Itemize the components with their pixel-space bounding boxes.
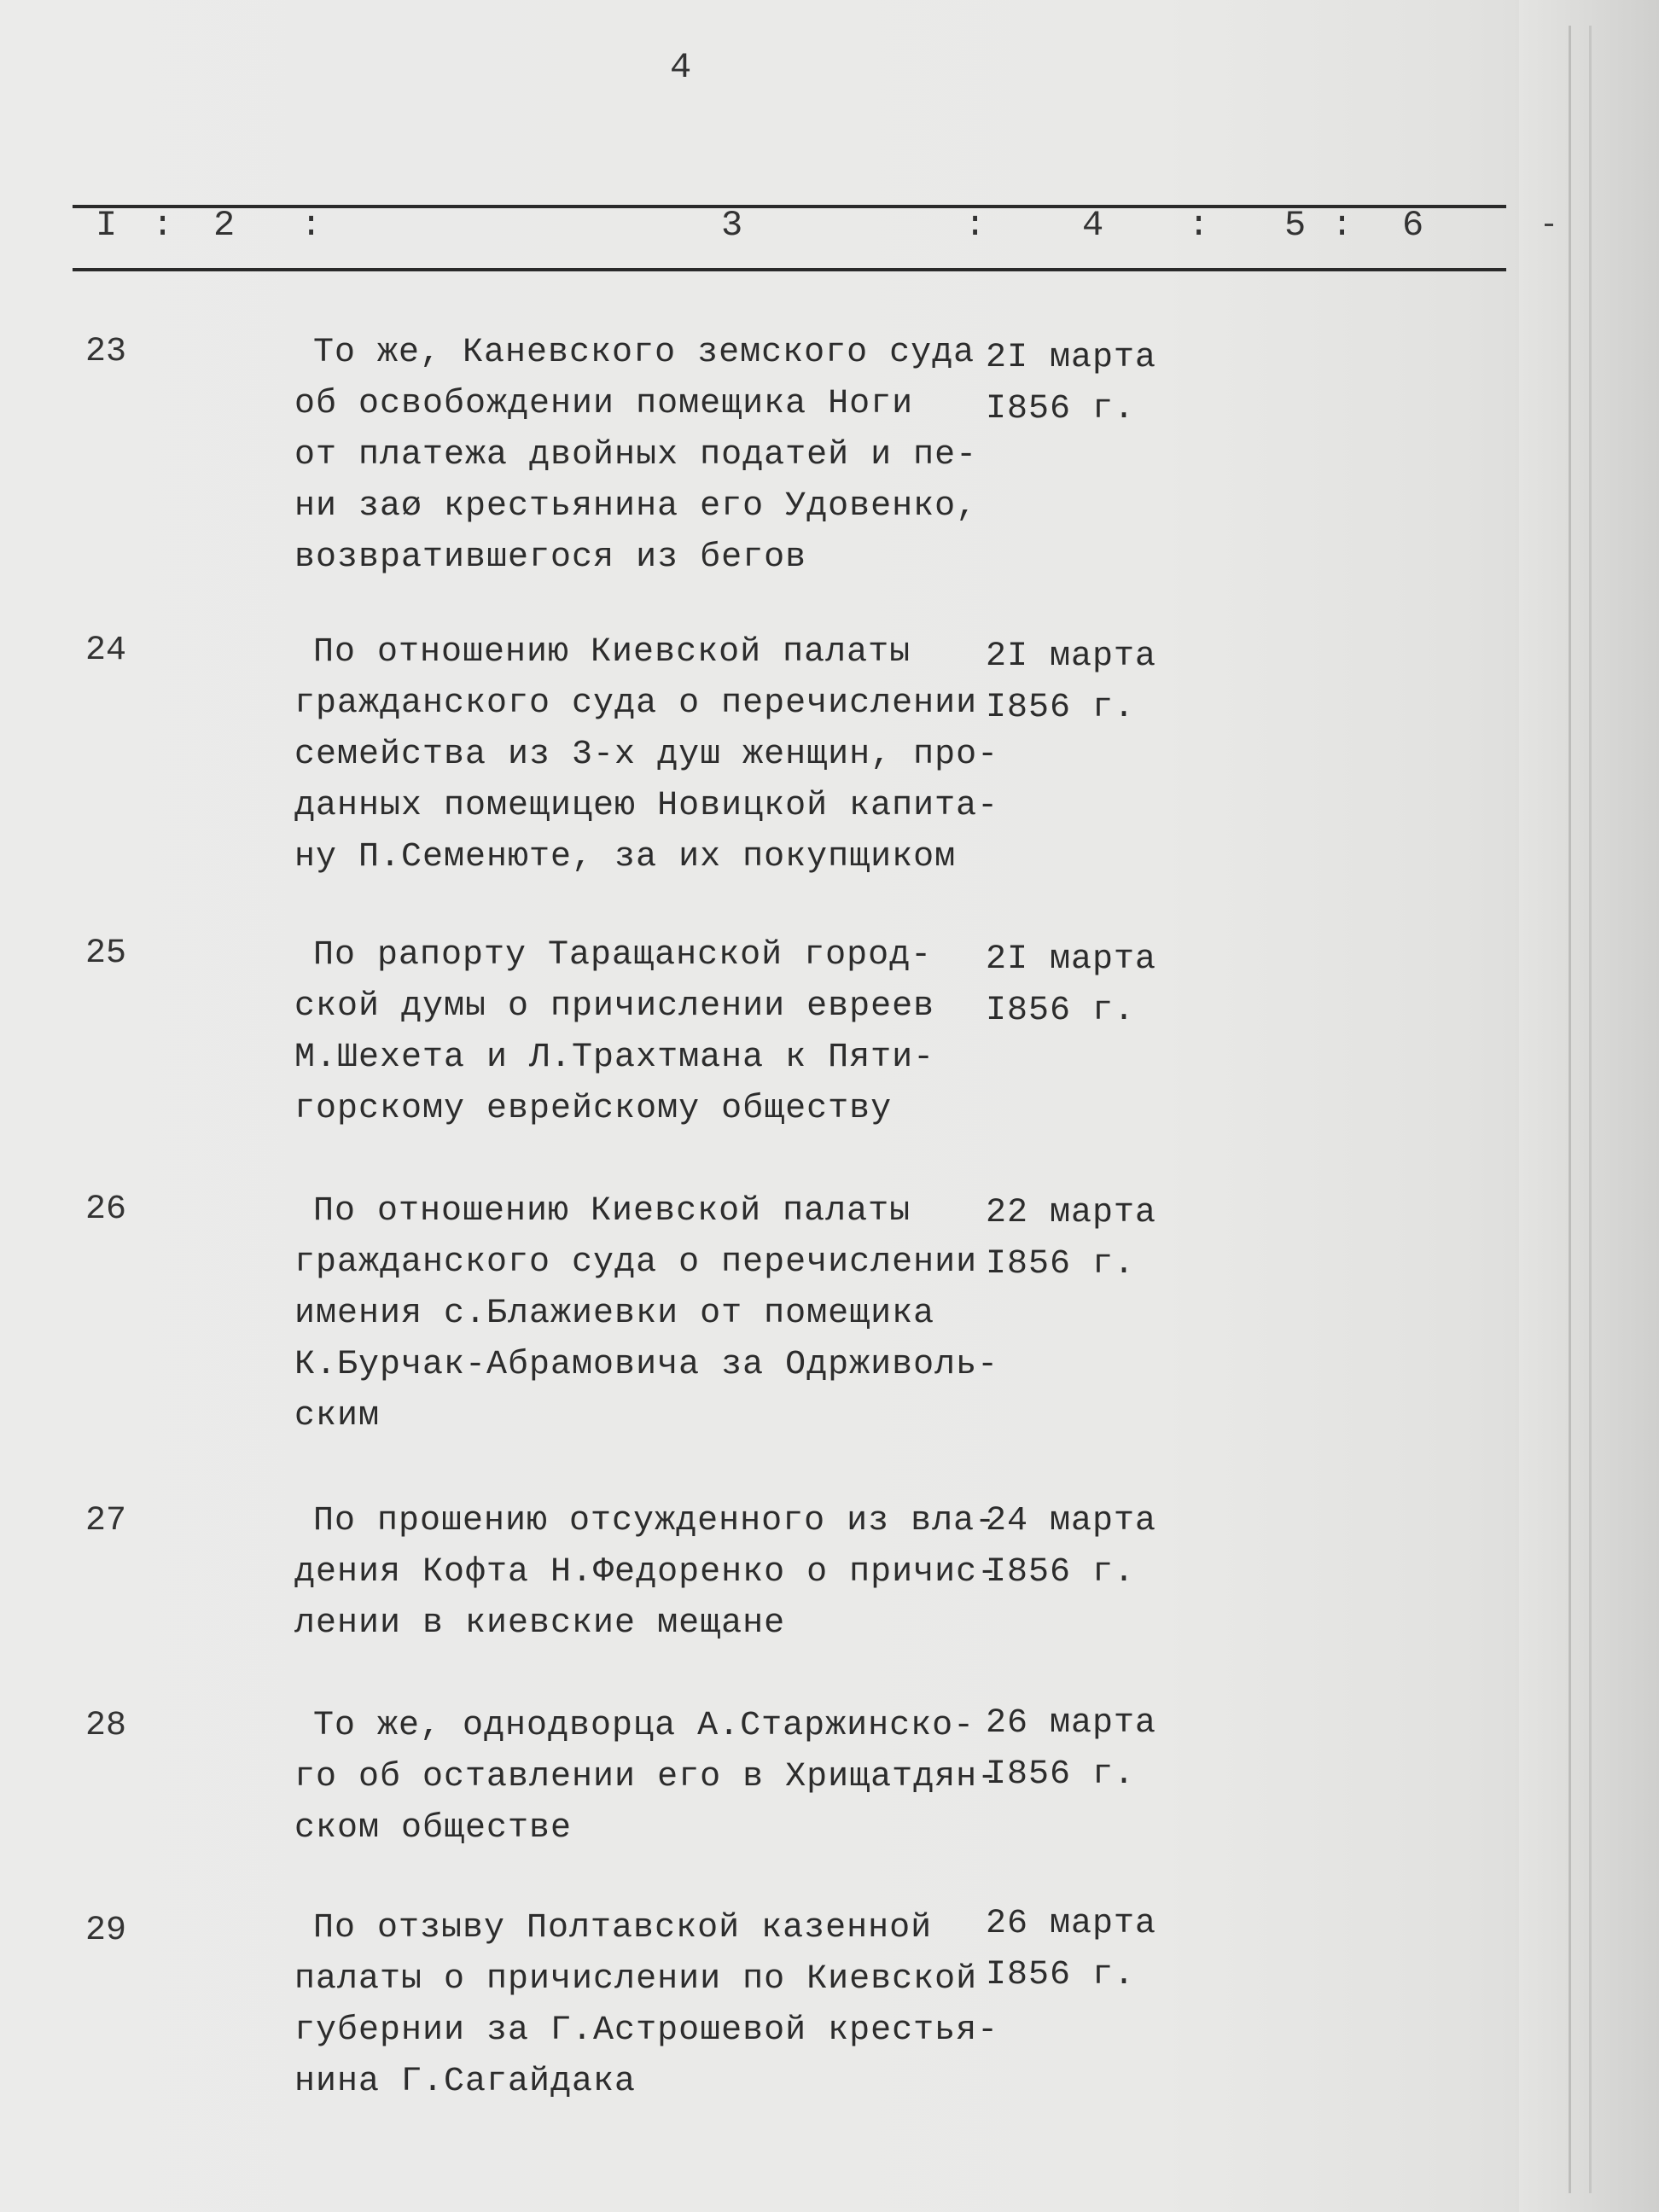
- entry-line: ни заø крестьянина его Удовенко,: [294, 487, 978, 526]
- entry-line: горскому еврейскому обществу: [294, 1090, 893, 1128]
- column-number-2: 2: [213, 205, 236, 246]
- entry-number: 26: [85, 1190, 127, 1229]
- entry-line: го об оставлении его в Хрищатдян-: [294, 1758, 999, 1796]
- header-rule-bottom: [73, 268, 1506, 271]
- entry-description: [294, 1701, 1003, 1854]
- entry-number: 23: [85, 333, 127, 371]
- entry-line: нина Г.Сагайдака: [294, 2063, 637, 2101]
- column-number-6: 6: [1402, 205, 1424, 246]
- entry-description: [294, 930, 1003, 1135]
- entry-line: По отзыву Полтавской казенной: [313, 1909, 933, 1947]
- entry-date: [986, 333, 1156, 435]
- entry-line: По отношению Киевской палаты: [313, 1192, 911, 1231]
- entry-line: ну П.Семенюте, за их покупщиком: [294, 838, 957, 876]
- entry-date-day: 2I марта: [986, 637, 1157, 676]
- entry-line: об освобождении помещика Ноги: [294, 385, 914, 423]
- entry-date-day: 22 марта: [986, 1194, 1157, 1232]
- column-number-5: 5: [1284, 205, 1307, 246]
- entry-line: То же, Каневского земского суда: [313, 334, 975, 372]
- page-edge-line: [1569, 26, 1571, 2193]
- entry-date-year: I856 г.: [986, 1755, 1136, 1794]
- entry-line: гражданского суда о перечислении: [294, 684, 978, 723]
- entry-description: [294, 1903, 1003, 2108]
- entry-line: лении в киевские мещане: [294, 1604, 786, 1643]
- entry-line: М.Шехета и Л.Трахтмана к Пяти-: [294, 1039, 935, 1077]
- entry-description: [294, 1186, 1003, 1442]
- entry-line: По отношению Киевской палаты: [313, 633, 911, 672]
- entry-number: 24: [85, 632, 127, 670]
- entry-description: [294, 627, 1003, 883]
- entry-date-day: 26 марта: [986, 1905, 1157, 1943]
- page-edge-line: [1589, 26, 1592, 2193]
- entry-line: дения Кофта Н.Федоренко о причис-: [294, 1553, 999, 1592]
- entry-number: 28: [85, 1707, 127, 1745]
- entry-line: К.Бурчак-Абрамовича за Одрживоль-: [294, 1346, 999, 1384]
- entry-date-day: 24 марта: [986, 1502, 1157, 1540]
- entry-date: [986, 1188, 1156, 1290]
- entry-line: палаты о причислении по Киевской: [294, 1960, 978, 1999]
- column-separator: :: [1188, 205, 1210, 246]
- entry-line: от платежа двойных податей и пе-: [294, 436, 978, 474]
- entry-line: ским: [294, 1397, 381, 1435]
- entry-number: 27: [85, 1502, 127, 1540]
- column-number-1: I: [96, 205, 118, 246]
- column-number-3: 3: [721, 205, 743, 246]
- entry-line: данных помещицею Новицкой капита-: [294, 787, 999, 825]
- entry-line: имения с.Блажиевки от помещика: [294, 1295, 935, 1333]
- entry-line: гражданского суда о перечислении: [294, 1243, 978, 1282]
- entry-number: 29: [85, 1912, 127, 1950]
- column-number-4: 4: [1082, 205, 1104, 246]
- margin-mark: [1545, 224, 1553, 226]
- entry-line: возвратившегося из бегов: [294, 538, 807, 577]
- page-number: 4: [670, 47, 692, 88]
- entry-date-year: I856 г.: [986, 1956, 1136, 1994]
- entry-date: [986, 1899, 1156, 2001]
- entry-description: [294, 1496, 1003, 1650]
- column-separator: :: [964, 205, 987, 246]
- entry-line: ской думы о причислении евреев: [294, 987, 935, 1026]
- entry-date-day: 2I марта: [986, 339, 1157, 377]
- entry-date-day: 26 марта: [986, 1704, 1157, 1743]
- entry-line: семейства из 3-х душ женщин, про-: [294, 736, 999, 774]
- entry-date-day: 2I марта: [986, 940, 1157, 979]
- entry-line: ском обществе: [294, 1809, 573, 1848]
- column-separator: :: [152, 205, 174, 246]
- entry-date-year: I856 г.: [986, 689, 1136, 727]
- entry-date: [986, 1698, 1156, 1801]
- entry-date-year: I856 г.: [986, 992, 1136, 1030]
- column-separator: :: [1331, 205, 1353, 246]
- entry-line: То же, однодворца А.Старжинско-: [313, 1707, 975, 1745]
- entry-date-year: I856 г.: [986, 1245, 1136, 1284]
- entry-date: [986, 1496, 1156, 1598]
- entry-line: По прошению отсужденного из вла-: [313, 1502, 997, 1540]
- entry-number: 25: [85, 934, 127, 973]
- entry-line: По рапорту Таращанской город-: [313, 936, 933, 975]
- entry-line: губернии за Г.Астрошевой крестья-: [294, 2011, 999, 2050]
- entry-date: [986, 632, 1156, 734]
- column-separator: :: [300, 205, 323, 246]
- entry-date: [986, 934, 1156, 1037]
- entry-date-year: I856 г.: [986, 1553, 1136, 1592]
- entry-description: [294, 328, 1003, 584]
- entry-date-year: I856 г.: [986, 390, 1136, 428]
